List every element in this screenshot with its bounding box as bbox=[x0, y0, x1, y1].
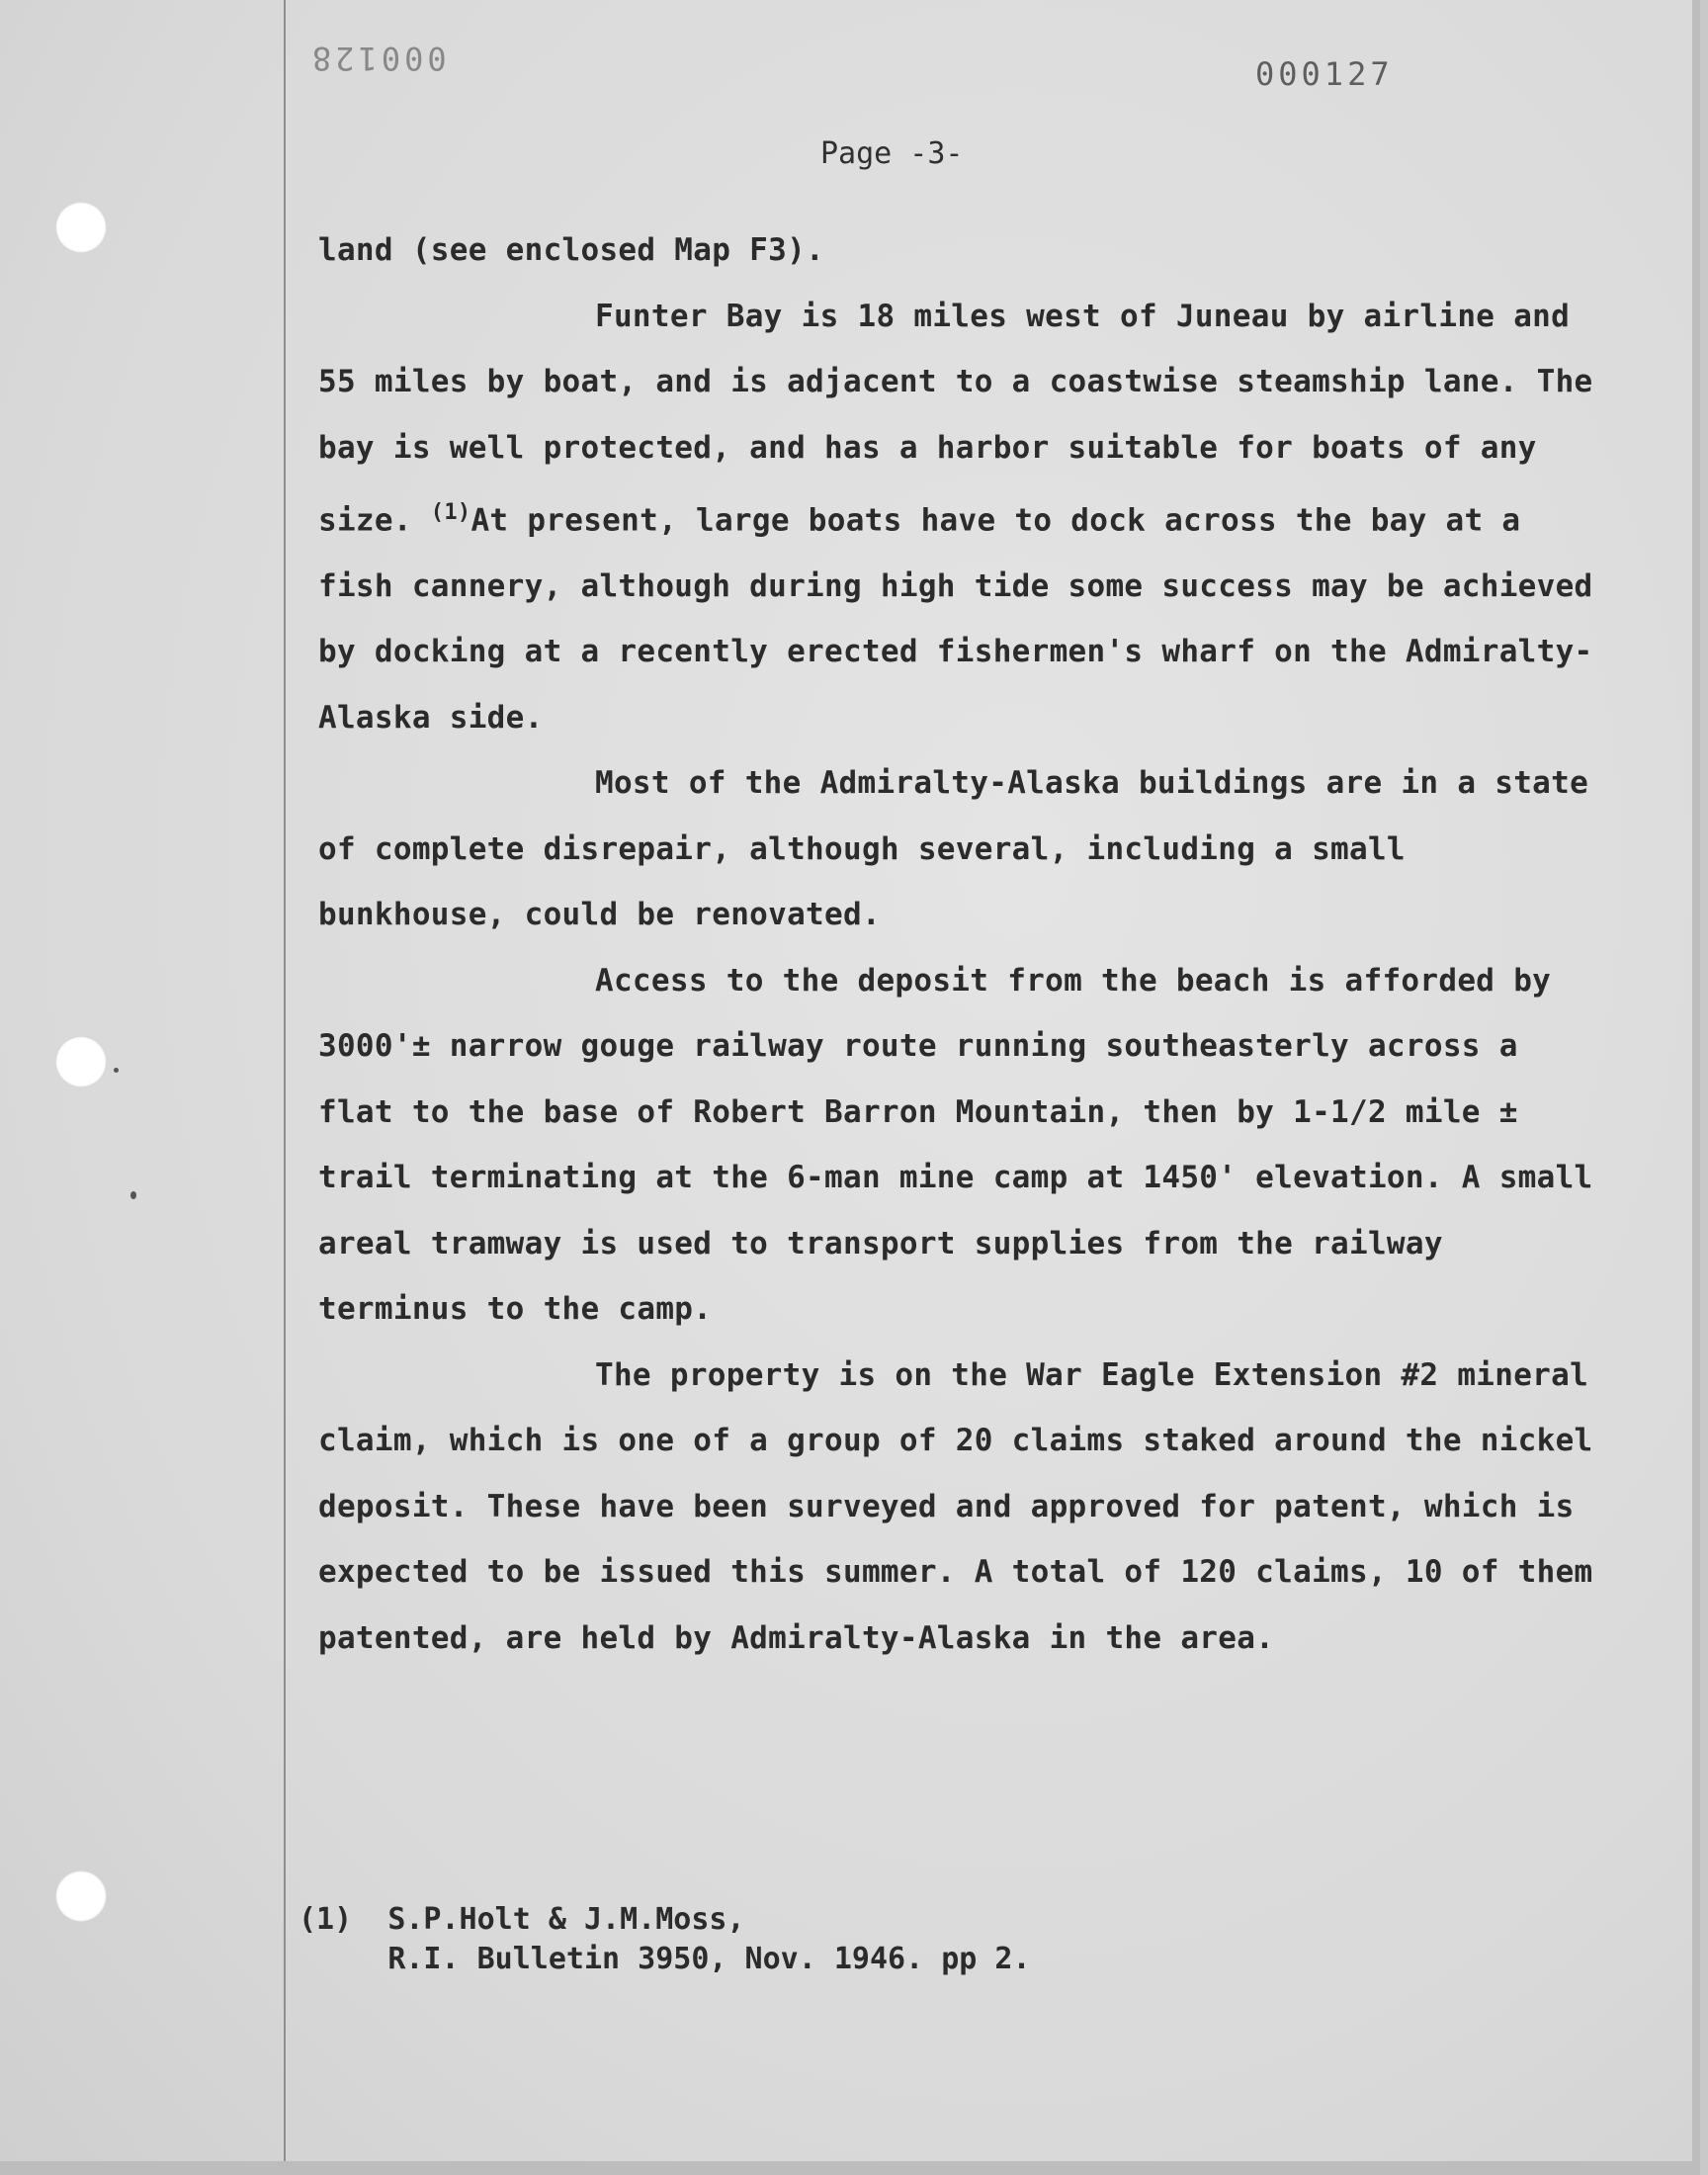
page-number-heading: Page -3- bbox=[820, 136, 964, 171]
paragraph bbox=[318, 284, 1593, 751]
punch-hole-top bbox=[55, 202, 107, 253]
paper-speck bbox=[130, 1191, 136, 1199]
margin-rule bbox=[284, 0, 286, 2161]
footnote bbox=[299, 1900, 1031, 1979]
paragraph-text: At present, large boats have to dock across the bay at a fish cannery, although during high tide some success may be achieved by docking at a recently erected fishermen's wharf on the Admiralty-Alaska side. bbox=[318, 502, 1593, 736]
footnote-marker: (1) bbox=[430, 500, 471, 525]
document-number-stamp-faded: 000128 bbox=[308, 40, 447, 77]
paragraph: The property is on the War Eagle Extension #2 mineral claim, which is one of a group of 20 claims staked around the nickel deposit. These have been surveyed and approved for patent, which is expected to be issued this summer. A total of 120 claims, 10 of them patented, are held by Admiralty-Alaska in the area. bbox=[318, 1356, 1593, 1656]
paper-speck bbox=[114, 1068, 119, 1073]
footnote-line: R.I. Bulletin 3950, Nov. 1946. pp 2. bbox=[387, 1942, 1031, 1976]
punch-hole-bottom bbox=[55, 1870, 107, 1922]
document-number-stamp: 000127 bbox=[1255, 55, 1394, 93]
paragraph-text: Funter Bay is 18 miles west of Juneau by airline and 55 miles by boat, and is adjacent to a coastwise steamship lane. The bay is well protected, and has a harbor suitable for boats of any size. bbox=[318, 298, 1593, 539]
footnote-line: S.P.Holt & J.M.Moss, bbox=[387, 1902, 745, 1937]
punch-hole-middle bbox=[55, 1036, 107, 1088]
paragraph: Access to the deposit from the beach is afforded by 3000'± narrow gouge railway route running southeasterly across a flat to the base of Robert Barron Mountain, then by 1-1/2 mile ± trail terminating at the 6-man mine camp at 1450' elevation. A small areal tramway is used to transport supplies from the railway terminus to the camp. bbox=[318, 962, 1593, 1328]
paragraph: Most of the Admiralty-Alaska buildings are in a state of complete disrepair, although several, including a small bunkhouse, could be renovated. bbox=[318, 765, 1589, 933]
body-text bbox=[318, 218, 1593, 1671]
footnote-marker: (1) bbox=[299, 1902, 353, 1937]
paragraph: land (see enclosed Map F3). bbox=[318, 232, 825, 268]
